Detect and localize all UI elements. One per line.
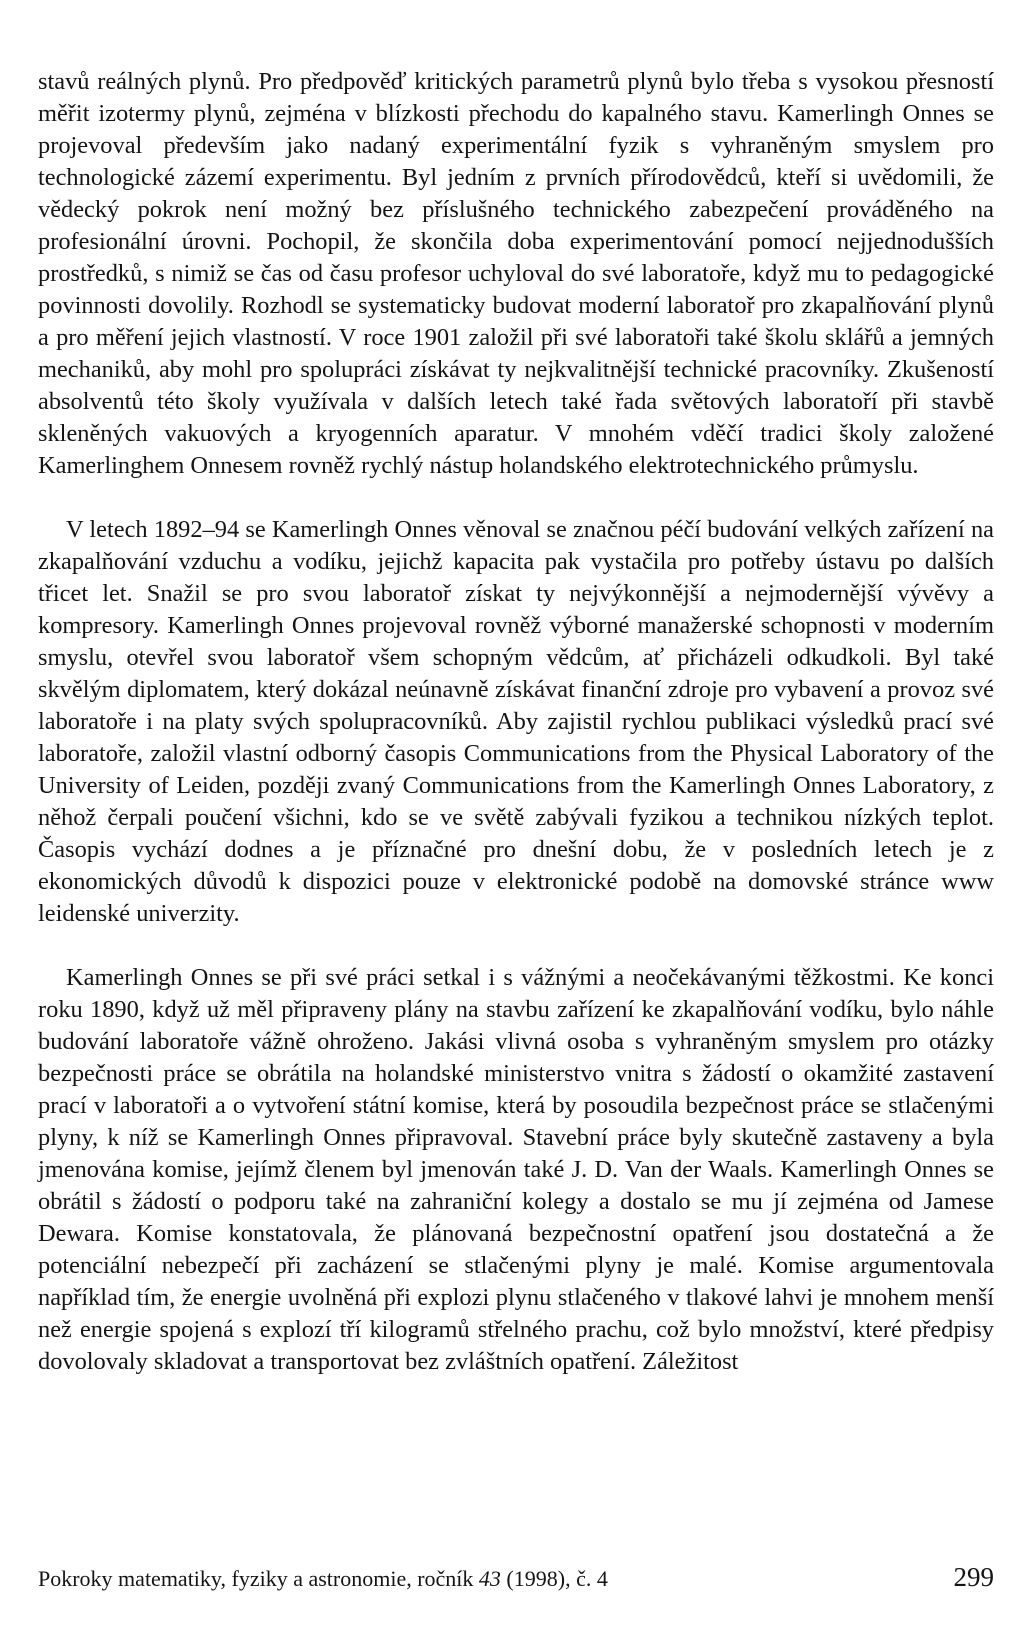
- page-body: [38, 66, 994, 1378]
- journal-citation: [38, 1564, 608, 1594]
- paragraph-safety-commission: Kamerlingh Onnes se při své práci setkal i s vážnými a neočekávanými těžkostmi. Ke konci roku 1890, když už měl připraveny plány na stavbu zařízení ke zkapalňování vodíku, bylo náhle budování laboratoře vážně ohroženo. Jakási vlivná osoba s vyhraněným smyslem pro otázky bezpečnosti práce se obrátila na holandské ministerstvo vnitra s žádostí o okamžité zastavení prací v laboratoři a o vytvoření státní komise, která by posoudila bezpečnost práce se stlačenými plyny, k níž se Kamerlingh Onnes připravoval. Stavební práce byly skutečně zastaveny a byla jmenována komise, jejímž členem byl jmenován také J. D. Van der Waals. Kamerlingh Onnes se obrátil s žádostí o podporu také na zahraniční kolegy a dostalo se mu jí zejména od Jamese Dewara. Komise konstatovala, že plánovaná bezpečnostní opatření jsou dostatečná a že potenciální nebezpečí při zacházení se stlačenými plyny je malé. Komise argumentovala například tím, že energie uvolněná při explozi plynu stlačeného v tlakové lahvi je mnohem menší než energie spojená s explozí tří kilogramů střelného prachu, což bylo množství, které předpisy dovolovaly skladovat a transportovat bez zvláštních opatření. Záležitost: [38, 964, 994, 1375]
- paragraph-laboratory-equipment: V letech 1892–94 se Kamerlingh Onnes věnoval se značnou péčí budování velkých zařízení na zkapalňování vzduchu a vodíku, jejichž kapacita pak vystačila pro potřeby ústavu po dalších třicet let. Snažil se pro svou laboratoř získat ty nejvýkonnější a nejmodernější vývěvy a kompresory. Kamerlingh Onnes projevoval rovněž výborné manažerské schopnosti v moderním smyslu, otevřel svou laboratoř všem schopným vědcům, ať přicházeli odkudkoli. Byl také skvělým diplomatem, který dokázal neúnavně získávat finanční zdroje pro vybavení a provoz své laboratoře i na platy svých spolupracovníků. Aby zajistil rychlou publikaci výsledků prací své laboratoře, založil vlastní odborný časopis Communications from the Physical Laboratory of the University of Leiden, později zvaný Communications from the Kamerlingh Onnes Laboratory, z něhož čerpali poučení všichni, kdo se ve světě zabývali fyzikou a technikou nízkých teplot. Časopis vychází dodnes a je příznačné pro dnešní dobu, že v posledních letech je z ekonomických důvodů k dispozici pouze v elektronické podobě na domovské stránce www leidenské univerzity.: [38, 516, 994, 927]
- paragraph-continuation: stavů reálných plynů. Pro předpověď kritických parametrů plynů bylo třeba s vysokou přesností měřit izotermy plynů, zejména v blízkosti přechodu do kapalného stavu. Kamerlingh Onnes se projevoval především jako nadaný experimentální fyzik s vyhraněným smyslem pro technologické zázemí experimentu. Byl jedním z prvních přírodovědců, kteří si uvědomili, že vědecký pokrok není možný bez příslušného technického zabezpečení prováděného na profesionální úrovni. Pochopil, že skončila doba experimentování pomocí nejjednodušších prostředků, s nimiž se čas od času profesor uchyloval do své laboratoře, když mu to pedagogické povinnosti dovolily. Rozhodl se systematicky budovat moderní laboratoř pro zkapalňování plynů a pro měření jejich vlastností. V roce 1901 založil při své laboratoři také školu sklářů a jemných mechaniků, aby mohl pro spolupráci získávat ty nejkvalitnější technické pracovníky. Zkušeností absolventů této školy využívala v dalších letech také řada světových laboratoří při stavbě skleněných vakuových a kryogenních aparatur. V mnohém vděčí tradici školy založené Kamerlinghem Onnesem rovněž rychlý nástup holandského elektrotechnického průmyslu.: [38, 68, 994, 479]
- journal-name: Pokroky matematiky, fyziky a astronomie, ročník: [38, 1566, 479, 1591]
- page-footer: [38, 1562, 994, 1596]
- journal-volume: 43: [478, 1566, 501, 1591]
- journal-issue: (1998), č. 4: [500, 1566, 608, 1591]
- page-number: 299: [953, 1562, 994, 1592]
